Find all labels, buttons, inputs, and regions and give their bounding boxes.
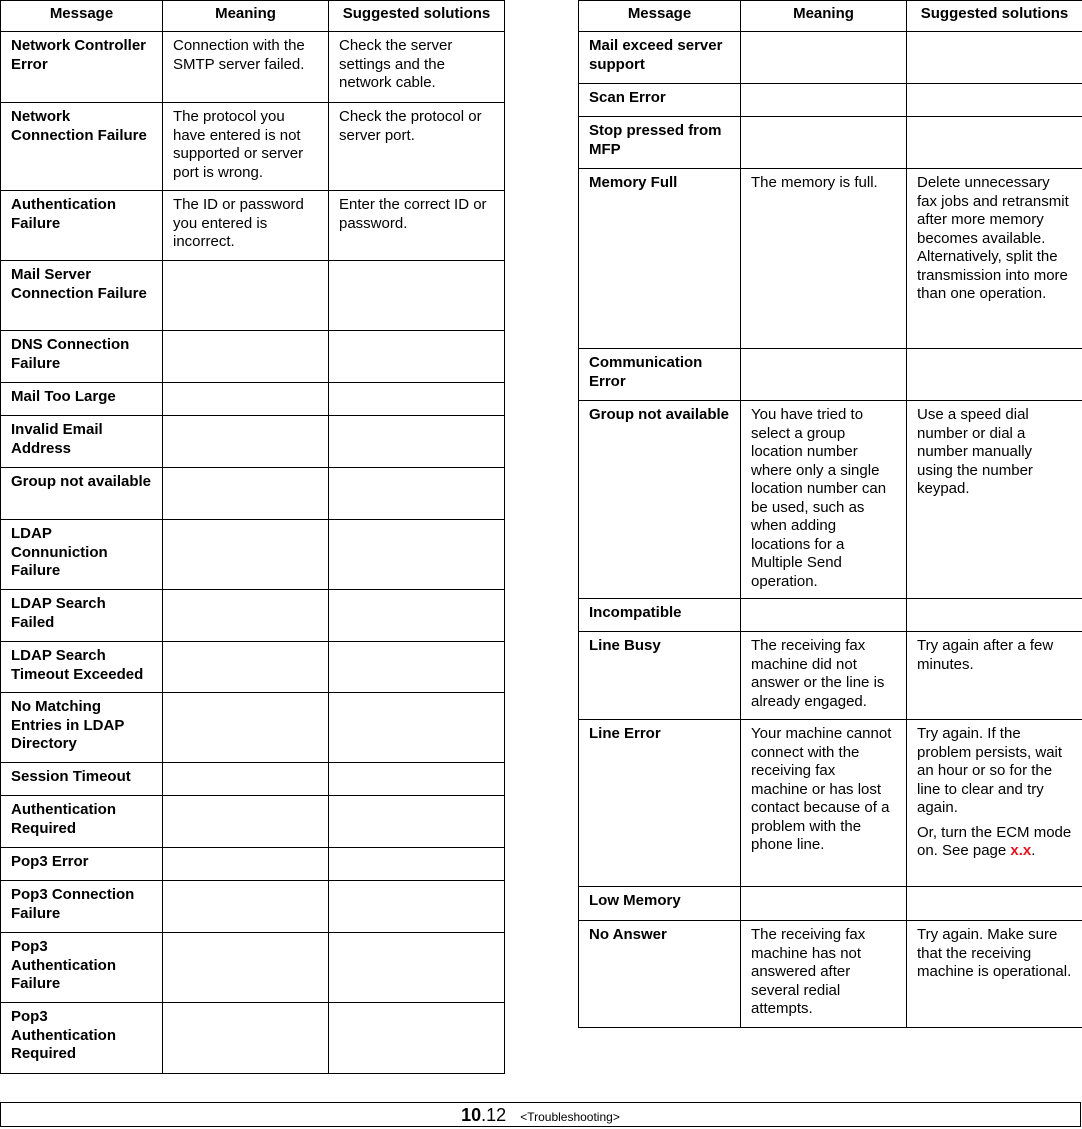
solution-cell xyxy=(329,383,505,416)
solution-cell xyxy=(907,599,1082,632)
solution-cell xyxy=(329,331,505,383)
meaning-cell xyxy=(163,881,329,933)
solution-cell: Use a speed dial number or dial a number manually using the number keypad. xyxy=(907,401,1082,599)
solution-cell xyxy=(329,763,505,796)
solution-cell xyxy=(329,642,505,693)
meaning-cell: Your machine cannot connect with the receiving fax machine or has lost contact because of a problem with the phone line. xyxy=(741,720,907,887)
meaning-cell: Connection with the SMTP server failed. xyxy=(163,32,329,103)
meaning-cell: The receiving fax machine did not answer or the line is already engaged. xyxy=(741,632,907,720)
solution-cell xyxy=(329,1003,505,1074)
solution-ecm-end: . xyxy=(1031,842,1035,859)
message-cell: Invalid Email Address xyxy=(1,416,163,468)
table-row xyxy=(1,881,505,933)
page-footer xyxy=(0,1102,1081,1127)
message-cell: DNS Connection Failure xyxy=(1,331,163,383)
solution-ecm-text: Or, turn the ECM mode on. See page xyxy=(917,824,1071,860)
table-row xyxy=(579,117,1082,169)
meaning-cell xyxy=(163,590,329,642)
solution-cell xyxy=(329,848,505,881)
solution-cell xyxy=(907,349,1082,401)
meaning-cell: The ID or password you entered is incorrect. xyxy=(163,191,329,261)
message-cell: No Answer xyxy=(579,921,741,1028)
header-message: Message xyxy=(579,1,741,32)
solution-cell: Delete unnecessary fax jobs and retransmit after more memory becomes available. Alternatively, split the transmission into more than one operation. xyxy=(907,169,1082,349)
message-cell: Stop pressed from MFP xyxy=(579,117,741,169)
meaning-cell xyxy=(163,331,329,383)
message-cell: Group not available xyxy=(1,468,163,520)
solution-cell xyxy=(329,261,505,331)
solution-cell xyxy=(329,468,505,520)
message-cell: Memory Full xyxy=(579,169,741,349)
solution-cell xyxy=(329,881,505,933)
solution-cell xyxy=(329,590,505,642)
message-cell: LDAP Search Timeout Exceeded xyxy=(1,642,163,693)
solution-cell xyxy=(907,32,1082,84)
solution-cell xyxy=(329,796,505,848)
header-solutions: Suggested solutions xyxy=(907,1,1082,32)
meaning-cell xyxy=(163,468,329,520)
meaning-cell xyxy=(163,520,329,590)
meaning-cell xyxy=(163,933,329,1003)
meaning-cell xyxy=(163,642,329,693)
message-cell: No Matching Entries in LDAP Directory xyxy=(1,693,163,763)
meaning-cell: The protocol you have entered is not supported or server port is wrong. xyxy=(163,103,329,191)
message-cell: LDAP Search Failed xyxy=(1,590,163,642)
page-number xyxy=(461,1105,506,1125)
page-suffix: .12 xyxy=(481,1105,506,1125)
table-row xyxy=(1,103,505,191)
table-row xyxy=(579,169,1082,349)
meaning-cell xyxy=(163,693,329,763)
message-cell: Authentication Required xyxy=(1,796,163,848)
message-cell: Mail Too Large xyxy=(1,383,163,416)
table-row xyxy=(1,468,505,520)
table-row xyxy=(579,887,1082,921)
table-row xyxy=(1,642,505,693)
table-row xyxy=(1,933,505,1003)
header-meaning: Meaning xyxy=(163,1,329,32)
message-cell: Group not available xyxy=(579,401,741,599)
error-table-right xyxy=(578,0,1082,1028)
solution-cell: Check the protocol or server port. xyxy=(329,103,505,191)
table-row xyxy=(1,261,505,331)
meaning-cell xyxy=(163,848,329,881)
message-cell: Network Connection Failure xyxy=(1,103,163,191)
message-cell: Line Busy xyxy=(579,632,741,720)
message-cell: Mail Server Connection Failure xyxy=(1,261,163,331)
table-row xyxy=(579,401,1082,599)
meaning-cell xyxy=(163,416,329,468)
section-name: <Troubleshooting> xyxy=(520,1110,620,1124)
table-row xyxy=(579,32,1082,84)
table-row xyxy=(1,1003,505,1074)
header-meaning: Meaning xyxy=(741,1,907,32)
message-cell: Session Timeout xyxy=(1,763,163,796)
message-cell: Pop3 Authentication Required xyxy=(1,1003,163,1074)
table-row xyxy=(1,383,505,416)
message-cell: LDAP Connuniction Failure xyxy=(1,520,163,590)
chapter-number: 10 xyxy=(461,1105,481,1125)
solution-cell xyxy=(329,520,505,590)
message-cell: Communication Error xyxy=(579,349,741,401)
meaning-cell: The receiving fax machine has not answered after several redial attempts. xyxy=(741,921,907,1028)
meaning-cell xyxy=(163,763,329,796)
error-table-left xyxy=(0,0,505,1074)
message-cell: Pop3 Authentication Failure xyxy=(1,933,163,1003)
header-solutions: Suggested solutions xyxy=(329,1,505,32)
meaning-cell xyxy=(163,261,329,331)
solution-cell xyxy=(907,887,1082,921)
solution-cell xyxy=(907,117,1082,169)
table-row xyxy=(1,520,505,590)
solution-cell: Enter the correct ID or password. xyxy=(329,191,505,261)
solution-cell xyxy=(907,720,1082,887)
meaning-cell xyxy=(163,383,329,416)
table-row xyxy=(1,693,505,763)
table-row xyxy=(1,32,505,103)
meaning-cell xyxy=(741,349,907,401)
meaning-cell xyxy=(741,599,907,632)
message-cell: Low Memory xyxy=(579,887,741,921)
message-cell: Pop3 Error xyxy=(1,848,163,881)
message-cell: Scan Error xyxy=(579,84,741,117)
table-row xyxy=(1,416,505,468)
message-cell: Pop3 Connection Failure xyxy=(1,881,163,933)
table-header-row xyxy=(1,1,505,32)
message-cell: Mail exceed server support xyxy=(579,32,741,84)
table-row xyxy=(579,84,1082,117)
table-row xyxy=(1,848,505,881)
solution-paragraph-ecm xyxy=(917,824,1072,861)
solution-cell xyxy=(329,933,505,1003)
table-row xyxy=(1,590,505,642)
solution-cell: Check the server settings and the network cable. xyxy=(329,32,505,103)
meaning-cell: You have tried to select a group location number where only a single location number can be used, such as when adding locations for a Multiple Send operation. xyxy=(741,401,907,599)
solution-cell: Try again after a few minutes. xyxy=(907,632,1082,720)
meaning-cell xyxy=(741,84,907,117)
meaning-cell xyxy=(163,796,329,848)
solution-cell xyxy=(907,84,1082,117)
header-message: Message xyxy=(1,1,163,32)
message-cell: Line Error xyxy=(579,720,741,887)
meaning-cell: The memory is full. xyxy=(741,169,907,349)
table-header-row xyxy=(579,1,1082,32)
meaning-cell xyxy=(741,887,907,921)
table-row xyxy=(579,921,1082,1028)
message-cell: Incompatible xyxy=(579,599,741,632)
meaning-cell xyxy=(741,32,907,84)
meaning-cell xyxy=(741,117,907,169)
solution-cell xyxy=(329,416,505,468)
meaning-cell xyxy=(163,1003,329,1074)
solution-cell xyxy=(329,693,505,763)
table-row xyxy=(579,632,1082,720)
message-cell: Authentication Failure xyxy=(1,191,163,261)
page-reference-link[interactable]: x.x xyxy=(1010,842,1031,859)
table-row xyxy=(579,599,1082,632)
table-row xyxy=(1,763,505,796)
table-row xyxy=(579,349,1082,401)
message-cell: Network Controller Error xyxy=(1,32,163,103)
table-row xyxy=(1,796,505,848)
solution-cell: Try again. Make sure that the receiving machine is operational. xyxy=(907,921,1082,1028)
table-row xyxy=(579,720,1082,887)
table-row xyxy=(1,191,505,261)
solution-paragraph: Try again. If the problem persists, wait an hour or so for the line to clear and try again. xyxy=(917,725,1072,818)
table-row xyxy=(1,331,505,383)
